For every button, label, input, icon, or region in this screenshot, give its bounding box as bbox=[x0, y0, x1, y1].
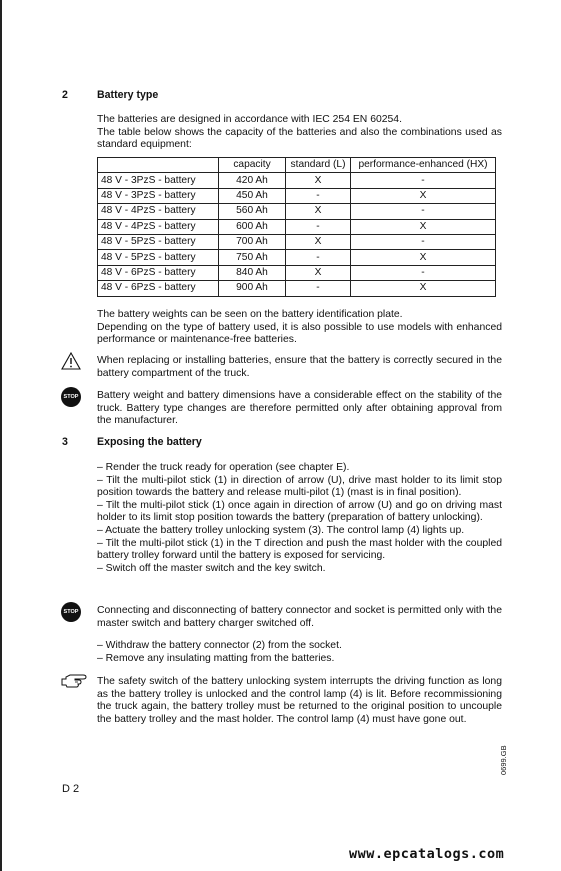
table-cell: 600 Ah bbox=[219, 219, 286, 234]
table-header-cell: standard (L) bbox=[286, 158, 351, 173]
table-header-cell: performance-enhanced (HX) bbox=[351, 158, 496, 173]
table-cell: X bbox=[286, 234, 351, 249]
table-cell: 900 Ah bbox=[219, 281, 286, 296]
table-cell: 560 Ah bbox=[219, 204, 286, 219]
list-item: – Withdraw the battery connector (2) from the socket. bbox=[97, 640, 342, 651]
stop-sign-icon bbox=[61, 387, 81, 407]
table-cell: X bbox=[286, 265, 351, 280]
list-item: – Tilt the multi-pilot stick (1) in the T direction and push the mast holder with the coupled battery trolley forward until the battery is exposed for servicing. bbox=[97, 537, 502, 562]
plate-text: The battery weights can be seen on the battery identification plate. bbox=[97, 309, 403, 320]
table-row bbox=[98, 204, 496, 219]
table-cell: X bbox=[351, 281, 496, 296]
table-cell: 48 V - 6PzS - battery bbox=[98, 265, 219, 280]
table-cell: X bbox=[351, 250, 496, 265]
list-item: – Tilt the multi-pilot stick (1) once again in direction of arrow (U) and go on driving mast holder to its limit stop position towards the battery (preparation of battery unlocking). bbox=[97, 499, 502, 524]
enhanced-text: Depending on the type of battery used, it is also possible to use models with enhanced performance or maintenance-free batteries. bbox=[97, 321, 502, 346]
section-number: 2 bbox=[62, 89, 68, 101]
section-number: 3 bbox=[62, 436, 68, 448]
table-header-cell: capacity bbox=[219, 158, 286, 173]
table-cell: - bbox=[286, 188, 351, 203]
page-number: D 2 bbox=[62, 783, 80, 795]
watermark-link[interactable]: www.epcatalogs.com bbox=[349, 846, 505, 862]
table-row bbox=[98, 250, 496, 265]
steps-list-2 bbox=[97, 640, 502, 665]
stop-label: STOP bbox=[63, 608, 79, 615]
list-item: – Render the truck ready for operation (see chapter E). bbox=[97, 462, 350, 473]
table-row bbox=[98, 173, 496, 188]
after-table-paragraph bbox=[97, 309, 502, 347]
table-cell: 48 V - 5PzS - battery bbox=[98, 250, 219, 265]
document-code: 0699.GB bbox=[499, 745, 508, 775]
table-cell: 700 Ah bbox=[219, 234, 286, 249]
stop-text-weight: Battery weight and battery dimensions have a considerable effect on the stability of the truck. Battery type changes are therefore permitted only after obtaining approval from the manufacturer. bbox=[97, 390, 502, 427]
section-heading: Exposing the battery bbox=[97, 436, 202, 448]
stop-sign-icon bbox=[61, 602, 81, 622]
list-item: – Remove any insulating matting from the batteries. bbox=[97, 652, 335, 664]
table-row bbox=[98, 188, 496, 203]
intro-line-2: The table below shows the capacity of the batteries and also the combinations used as standard equipment: bbox=[97, 126, 502, 151]
steps-list bbox=[97, 462, 502, 575]
table-cell: 750 Ah bbox=[219, 250, 286, 265]
table-cell: X bbox=[351, 219, 496, 234]
table-row bbox=[98, 265, 496, 280]
table-cell: 48 V - 6PzS - battery bbox=[98, 281, 219, 296]
list-item: – Tilt the multi-pilot stick (1) in direction of arrow (U), drive mast holder to its limit stop position towards the battery and release multi-pilot (1) (mast is in final position). bbox=[97, 474, 502, 499]
table-cell: 48 V - 4PzS - battery bbox=[98, 204, 219, 219]
section-heading: Battery type bbox=[97, 89, 159, 101]
warning-text: When replacing or installing batteries, ensure that the battery is correctly secured in the battery compartment of the truck. bbox=[97, 355, 502, 379]
table-row bbox=[98, 281, 496, 296]
intro-paragraph bbox=[97, 114, 502, 152]
stop-label: STOP bbox=[63, 393, 79, 400]
table-cell: X bbox=[286, 204, 351, 219]
table-header-cell bbox=[98, 158, 219, 173]
table-cell: - bbox=[351, 173, 496, 188]
table-cell: X bbox=[286, 173, 351, 188]
table-cell: - bbox=[286, 219, 351, 234]
table-cell: - bbox=[286, 250, 351, 265]
list-item: – Actuate the battery trolley unlocking system (3). The control lamp (4) lights up. bbox=[97, 524, 465, 536]
left-margin-rule bbox=[0, 0, 2, 871]
table-cell: 48 V - 5PzS - battery bbox=[98, 234, 219, 249]
pointing-hand-icon bbox=[61, 674, 87, 693]
battery-table bbox=[97, 157, 496, 297]
table-row bbox=[98, 234, 496, 249]
note-text: The safety switch of the battery unlocking system interrupts the driving function as long as the battery trolley is unlocked and the control lamp (4) is lit. Before recommissioning the truck again, the battery trolley must be returned to the original position to uncouple the battery trolley and the mast holder. The control lamp (4) must have gone out. bbox=[97, 676, 502, 725]
table-cell: 840 Ah bbox=[219, 265, 286, 280]
stop-text-connector: Connecting and disconnecting of battery connector and socket is permitted only with the master switch and battery charger switched off. bbox=[97, 605, 502, 629]
table-header-row bbox=[98, 158, 496, 173]
table-row bbox=[98, 219, 496, 234]
table-cell: - bbox=[351, 234, 496, 249]
table-cell: 48 V - 4PzS - battery bbox=[98, 219, 219, 234]
table-cell: - bbox=[351, 265, 496, 280]
table-cell: X bbox=[351, 188, 496, 203]
table-cell: - bbox=[351, 204, 496, 219]
table-cell: 48 V - 3PzS - battery bbox=[98, 188, 219, 203]
intro-line-1: The batteries are designed in accordance with IEC 254 EN 60254. bbox=[97, 114, 402, 125]
list-item: – Switch off the master switch and the key switch. bbox=[97, 562, 326, 574]
table-cell: 450 Ah bbox=[219, 188, 286, 203]
table-cell: 420 Ah bbox=[219, 173, 286, 188]
table-cell: - bbox=[286, 281, 351, 296]
table-cell: 48 V - 3PzS - battery bbox=[98, 173, 219, 188]
warning-triangle-icon bbox=[61, 352, 81, 375]
